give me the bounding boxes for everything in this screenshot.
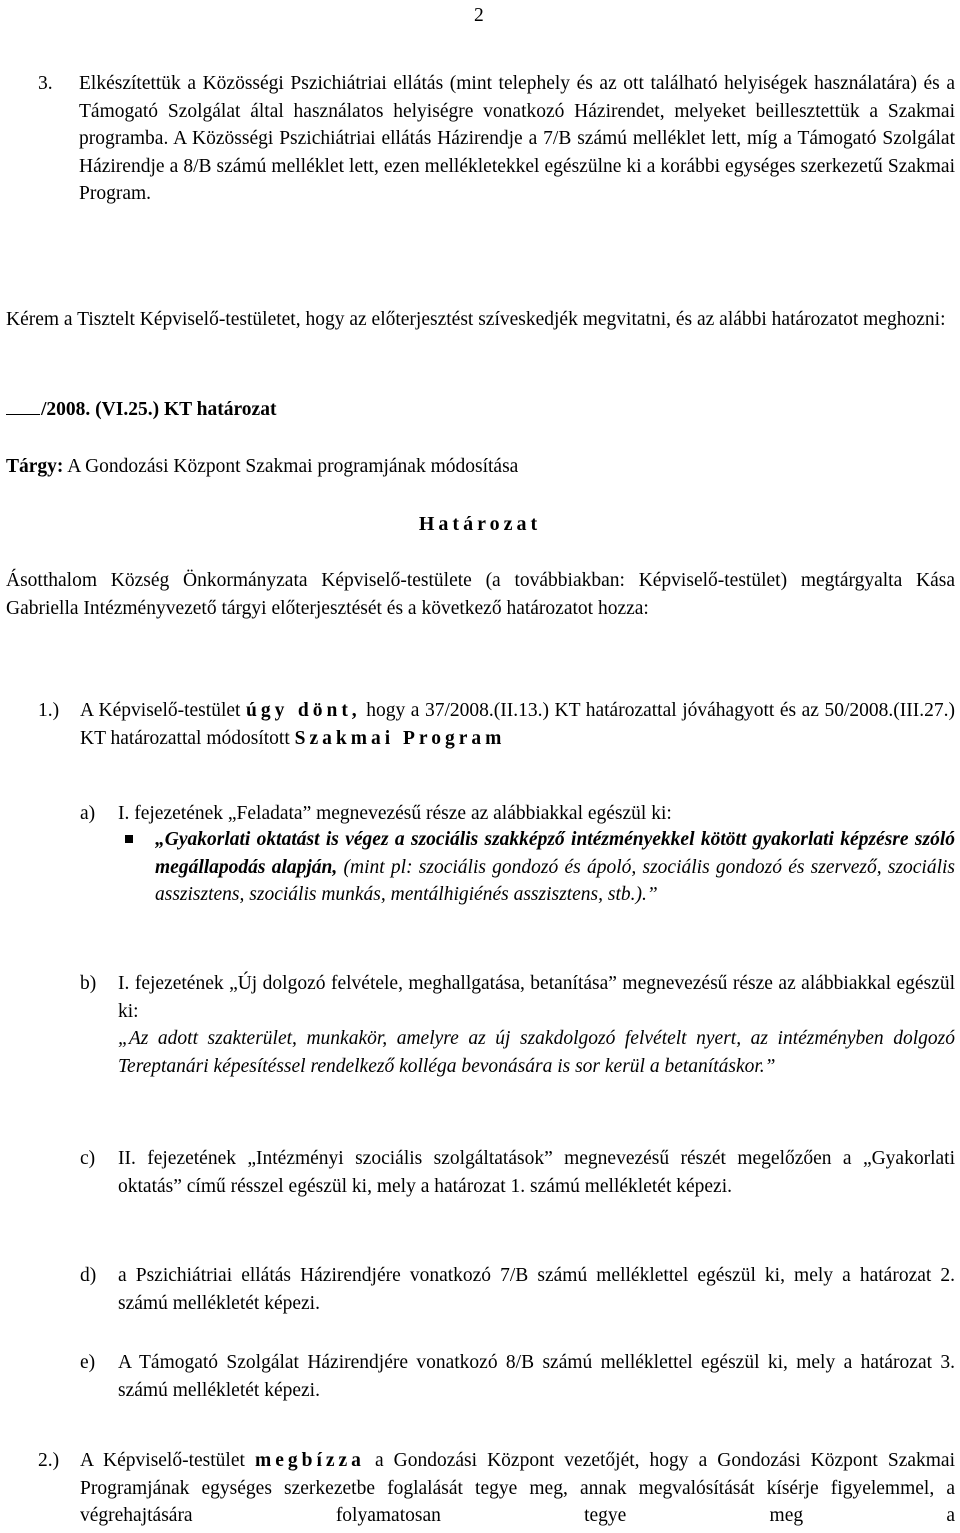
bullet-icon	[125, 835, 133, 843]
sub-e-label: e)	[80, 1352, 96, 1373]
sub-e-text: A Támogató Szolgálat Házirendjére vonatkozó 8/B számú melléklettel egészül ki, mely a határozat 3. számú mellékletét képezi.	[118, 1352, 955, 1401]
intro-paragraph: Ásotthalom Község Önkormányzata Képviselő-testülete (a továbbiakban: Képviselő-testület) megtárgyalta Kása Gabriella Intézményvezető tárgyi előterjesztését és a következő határozatot hozza:	[6, 570, 955, 619]
item-3-number: 3.	[38, 73, 53, 94]
point-1-mid: hogy a 37/2008.(II.13.) KT határozattal jóváhagyott és az 50/2008.(III.27.) KT határozattal módosított	[80, 700, 955, 749]
point-1-pre: A Képviselő-testület	[80, 700, 241, 721]
sub-a-label: a)	[80, 803, 96, 824]
sub-a-text: I. fejezetének „Feladata” megnevezésű része az alábbiakkal egészül ki:	[118, 803, 672, 824]
point-2-text: a Gondozási Központ vezetőjét, hogy a Gondozási Központ Szakmai Programjának egységes szerkezetbe foglalását tegye meg, annak megvalósítását kísérje figyelemmel, a végrehajtására folyamatosan tegye meg a	[80, 1450, 956, 1526]
heading-text: Határozat	[418, 513, 542, 535]
point-2-verb: megbízza	[254, 1450, 365, 1471]
point-1-paragraph	[80, 697, 955, 752]
sub-a-bullet-rest: (mint pl: szociális gondozó és ápoló, szociális gondozó és szervező, szociális asszisztens, szociális munkás, mentálhigiénés asszisztens, stb.).”	[155, 856, 956, 905]
sub-c-label: c)	[80, 1148, 96, 1169]
page-number: 2	[474, 5, 484, 26]
point-1-number: 1.)	[38, 700, 60, 721]
resolution-number	[6, 394, 276, 424]
resolution-number-blank	[6, 394, 40, 415]
item-3-paragraph: Elkészítettük a Közösségi Pszichiátriai ellátás (mint telephely és az ott található helyiségek használatára) és a Támogató Szolgálat által használatos helyiségre vonatkozó Házirendet, melyeket beillesztettük a Szakmai programba. A Közösségi Pszichiátriai ellátás Házirendje a 7/B számú melléklet lett, míg a Támogató Szolgálat Házirendje a 8/B számú melléklet lett, ezen mellékletekkel egészülne ki a korábbi egységes szerkezetű Szakmai Program.	[79, 73, 955, 204]
subject-label: Tárgy:	[6, 456, 64, 477]
point-1-verb: úgy dönt,	[245, 700, 361, 721]
request-paragraph: Kérem a Tisztelt Képviselő-testületet, hogy az előterjesztést szíveskedjék megvitatni, és az alábbi határozatot meghozni:	[6, 309, 946, 330]
heading	[0, 511, 960, 539]
resolution-number-text: /2008. (VI.25.) KT határozat	[41, 399, 277, 420]
sub-d-label: d)	[80, 1265, 97, 1286]
point-1-program: Szakmai Program	[294, 727, 506, 749]
sub-a-bullet-bold: „Gyakorlati oktatást is végez a szociális szakképző intézményekkel kötött gyakorlati képzésre szóló megállapodás alapján,	[155, 829, 955, 878]
sub-b-quote: „Az adott szakterület, munkakör, amelyre az új szakdolgozó felvételt nyert, az intézményben dolgozó Tereptanári képesítéssel rendelkező kolléga bevonására is sor kerül a betanításkor.”	[118, 1028, 955, 1077]
point-2-paragraph	[80, 1447, 955, 1530]
sub-b-text: I. fejezetének „Új dolgozó felvétele, meghallgatása, betanítása” megnevezésű része az alábbiakkal egészül ki:	[118, 973, 955, 1022]
subject-line	[6, 453, 518, 481]
sub-a-bullet-text	[155, 826, 955, 909]
point-2-number: 2.)	[38, 1450, 60, 1471]
point-2-pre: A Képviselő-testület	[80, 1450, 245, 1471]
sub-b-label: b)	[80, 973, 97, 994]
sub-c-text: II. fejezetének „Intézményi szociális szolgáltatások” megnevezésű részét megelőzően a „Gyakorlati oktatás” című résszel egészül ki, mely a határozat 1. számú mellékletét képezi.	[118, 1148, 955, 1197]
subject-text: A Gondozási Központ Szakmai programjának módosítása	[67, 456, 519, 477]
sub-d-text: a Pszichiátriai ellátás Házirendjére vonatkozó 7/B számú melléklettel egészül ki, mely a határozat 2. számú mellékletét képezi.	[118, 1265, 955, 1314]
